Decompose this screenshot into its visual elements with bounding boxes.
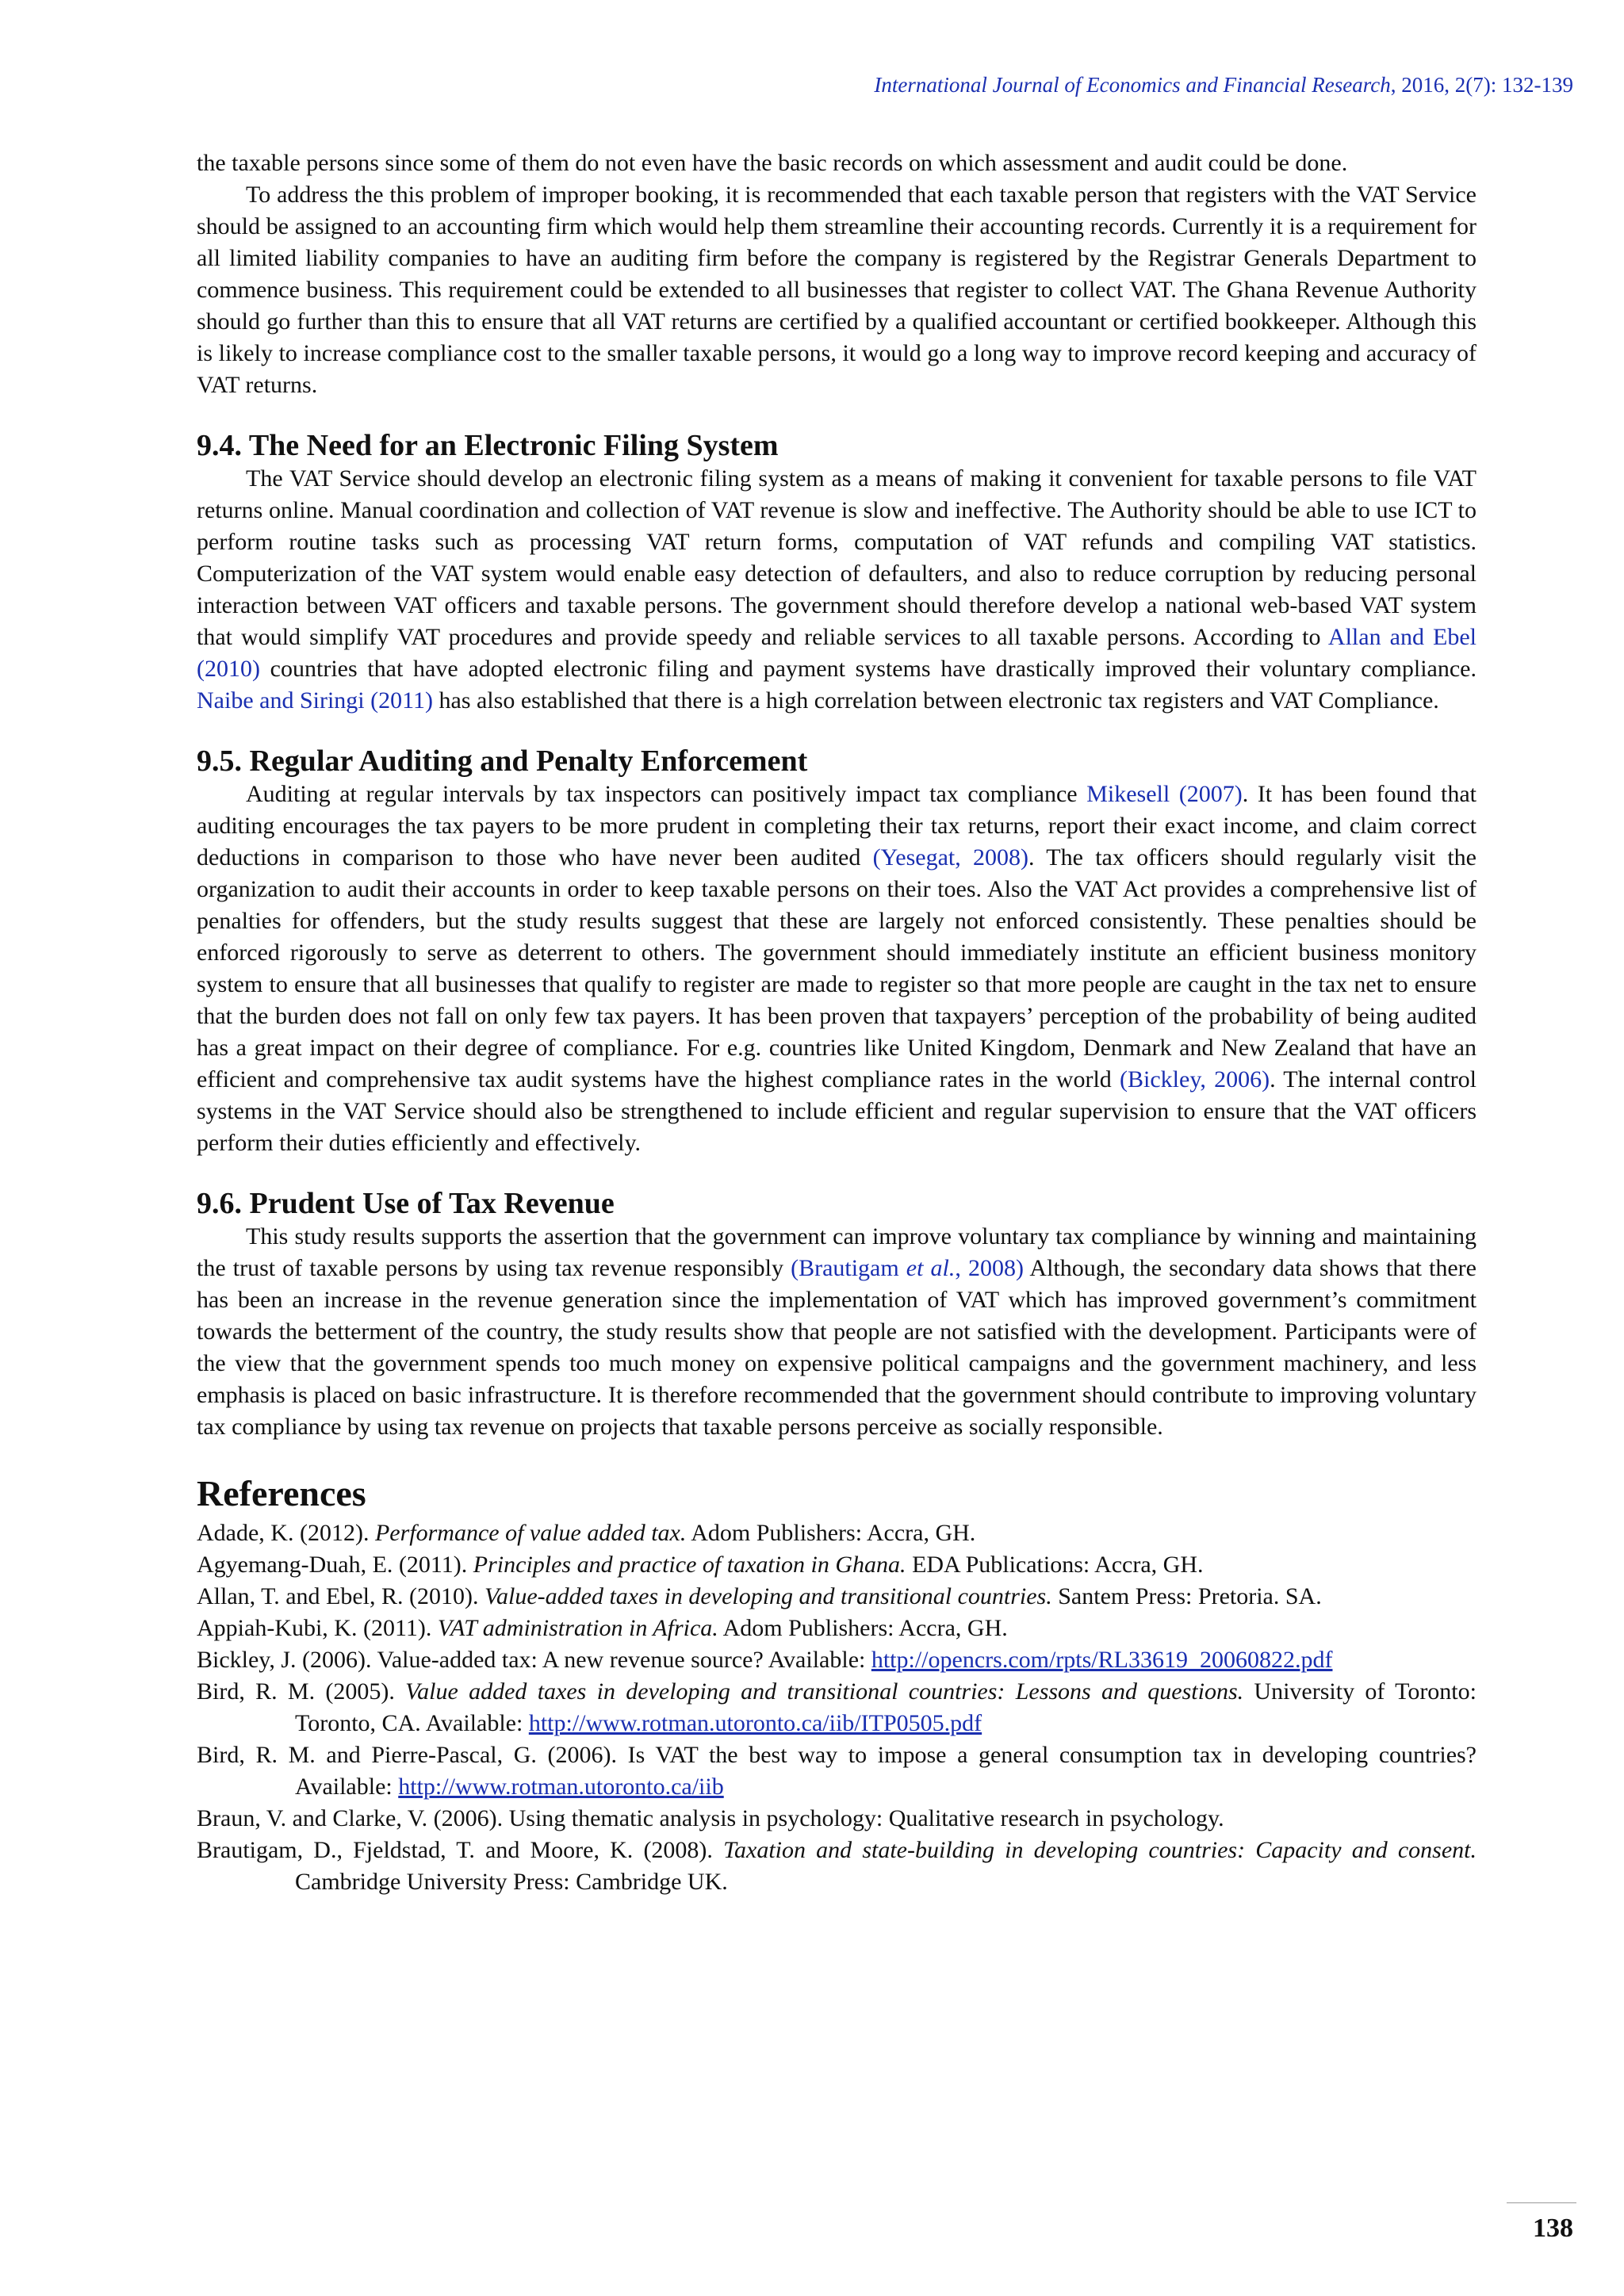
ref-text: EDA Publications: Accra, GH. <box>906 1552 1204 1578</box>
ref-title: Value added taxes in developing and transitional countries: Lessons and questions. <box>405 1678 1244 1705</box>
text: has also established that there is a high correlation between electronic tax registers and VAT Compliance. <box>433 687 1439 714</box>
citation-link[interactable]: Mikesell (2007) <box>1086 781 1243 807</box>
paragraph: To address the this problem of improper booking, it is recommended that each taxable person that registers with the VAT Service should be assigned to an accounting firm which would help them streamline their accounting records. Currently it is a requirement for all limited liability companies to have an auditing firm before the company is registered by the Registrar Generals Department to commence business. This requirement could be extended to all businesses that register to collect VAT. The Ghana Revenue Authority should go further than this to ensure that all VAT returns are certified by a qualified accountant or certified bookkeeper. Although this is likely to increase compliance cost to the smaller taxable persons, it would go a long way to improve record keeping and accuracy of VAT returns. <box>197 182 1477 398</box>
text: This study results supports the assertion that the government can improve voluntary tax compliance by winning and maintaining the trust of taxable persons by using tax revenue responsibly <box>197 1223 1477 1281</box>
citation-link[interactable]: Naibe and Siringi (2011) <box>197 687 433 714</box>
ref-title: VAT administration in Africa. <box>437 1615 718 1641</box>
section-heading-9-4: 9.4. The Need for an Electronic Filing System <box>197 429 779 462</box>
reference-url-link[interactable]: http://www.rotman.utoronto.ca/iib/ITP0505.pdf <box>528 1710 982 1736</box>
references-heading: References <box>197 1473 366 1513</box>
journal-issue: , 2016, 2(7): 132-139 <box>1390 73 1573 97</box>
ref-title: Principles and practice of taxation in Ghana. <box>473 1552 906 1578</box>
ref-text: Bird, R. M. and Pierre-Pascal, G. (2006). Is VAT the best way to impose a general consumption tax in developing countries? Available: <box>197 1742 1477 1800</box>
section-heading-9-5: 9.5. Regular Auditing and Penalty Enforcement <box>197 744 808 778</box>
ref-text: Allan, T. and Ebel, R. (2010). <box>197 1583 485 1609</box>
paragraph: the taxable persons since some of them do not even have the basic records on which assessment and audit could be done. <box>197 150 1348 176</box>
citation-link[interactable]: (Bickley, 2006) <box>1120 1066 1270 1093</box>
paragraph <box>197 1221 1477 1443</box>
citation-link[interactable] <box>791 1255 1024 1281</box>
page-number: 138 <box>1533 2214 1573 2243</box>
ref-text: University of Toronto: Toronto, CA. Available: <box>295 1678 1477 1736</box>
ref-text: Bird, R. M. (2005). <box>197 1678 406 1705</box>
text: countries that have adopted electronic filing and payment systems have drastically improved their voluntary compliance. <box>259 656 1477 682</box>
ref-text: Adom Publishers: Accra, GH. <box>718 1615 1008 1641</box>
text: . It has been found that auditing encourages the tax payers to be more prudent in completing their tax returns, report their exact income, and claim correct deductions in comparison to those who have never been audited <box>197 781 1477 871</box>
ref-text: Bickley, J. (2006). Value-added tax: A new revenue source? Available: <box>197 1647 871 1673</box>
citation-part: (Brautigam <box>791 1255 906 1281</box>
reference-item <box>197 1644 1477 1676</box>
ref-title: Value-added taxes in developing and transitional countries. <box>485 1583 1052 1609</box>
reference-item <box>197 1581 1477 1613</box>
paragraph <box>197 779 1477 1159</box>
paragraph <box>197 463 1477 717</box>
running-header <box>874 73 1573 98</box>
reference-item <box>197 1549 1477 1581</box>
footer-divider <box>1507 2202 1576 2203</box>
reference-url-link[interactable]: http://opencrs.com/rpts/RL33619_20060822.pdf <box>871 1647 1333 1673</box>
ref-text: Braun, V. and Clarke, V. (2006). Using thematic analysis in psychology: Qualitative research in psychology. <box>197 1805 1224 1831</box>
page-body <box>197 147 1477 1898</box>
text: The VAT Service should develop an electronic filing system as a means of making it convenient for taxable persons to file VAT returns online. Manual coordination and collection of VAT revenue is slow and ineffective. The Authority should be able to use ICT to perform routine tasks such as processing VAT return forms, computation of VAT refunds and compiling VAT statistics. Computerization of the VAT system would enable easy detection of defaulters, and also to reduce corruption by reducing personal interaction between VAT officers and taxable persons. The government should therefore develop a national web-based VAT system that would simplify VAT procedures and provide speedy and reliable services to all taxable persons. According to <box>197 465 1477 650</box>
ref-title: Performance of value added tax. <box>374 1520 687 1546</box>
citation-part: et al. <box>906 1255 956 1281</box>
text: Although, the secondary data shows that there has been an increase in the revenue generation since the implementation of VAT which has improved government’s commitment towards the betterment of the country, the study results show that people are not satisfied with the development. Participants were of the view that the government spends too much money on expensive political campaigns and the government machinery, and less emphasis is placed on basic infrastructure. It is therefore recommended that the government should contribute to improving voluntary tax compliance by using tax revenue on projects that taxable persons perceive as socially responsible. <box>197 1255 1477 1440</box>
reference-item <box>197 1517 1477 1549</box>
ref-text: Brautigam, D., Fjeldstad, T. and Moore, K. (2008). <box>197 1837 724 1863</box>
section-heading-9-6: 9.6. Prudent Use of Tax Revenue <box>197 1187 615 1220</box>
text: . The tax officers should regularly visit the organization to audit their accounts in order to keep taxable persons on their toes. Also the VAT Act provides a comprehensive list of penalties for offenders, but the study results suggest that these are largely not enforced consistently. These penalties should be enforced rigorously to serve as deterrent to others. The government should immediately institute an efficient business monitory system to ensure that all businesses that qualify to register are made to register so that more people are caught in the tax net to ensure that the burden does not fall on only few tax payers. It has been proven that taxpayers’ perception of the probability of being audited has a great impact on their degree of compliance. For e.g. countries like United Kingdom, Denmark and New Zealand that have an efficient and comprehensive tax audit systems have the highest compliance rates in the world <box>197 844 1477 1093</box>
ref-text: Cambridge University Press: Cambridge UK. <box>295 1869 728 1895</box>
text: . The internal control systems in the VAT Service should also be strengthened to include efficient and regular supervision to ensure that the VAT officers perform their duties efficiently and effectively. <box>197 1066 1477 1156</box>
ref-text: Adom Publishers: Accra, GH. <box>686 1520 976 1546</box>
ref-title: Taxation and state-building in developing countries: Capacity and consent. <box>723 1837 1477 1863</box>
citation-part: , 2008) <box>955 1255 1024 1281</box>
ref-text: Appiah-Kubi, K. (2011). <box>197 1615 438 1641</box>
reference-item <box>197 1803 1477 1835</box>
ref-text: Adade, K. (2012). <box>197 1520 375 1546</box>
journal-title: International Journal of Economics and Financial Research <box>874 73 1391 97</box>
ref-text: Santem Press: Pretoria. SA. <box>1051 1583 1322 1609</box>
citation-link[interactable]: (Yesegat, 2008) <box>872 844 1029 871</box>
text: Auditing at regular intervals by tax inspectors can positively impact tax compliance <box>246 781 1087 807</box>
citation-link[interactable]: Allan and Ebel (2010) <box>197 624 1477 682</box>
reference-item <box>197 1835 1477 1898</box>
reference-item <box>197 1613 1477 1644</box>
reference-url-link[interactable]: http://www.rotman.utoronto.ca/iib <box>398 1774 724 1800</box>
ref-text: Agyemang-Duah, E. (2011). <box>197 1552 473 1578</box>
reference-item <box>197 1739 1477 1803</box>
reference-item <box>197 1676 1477 1739</box>
